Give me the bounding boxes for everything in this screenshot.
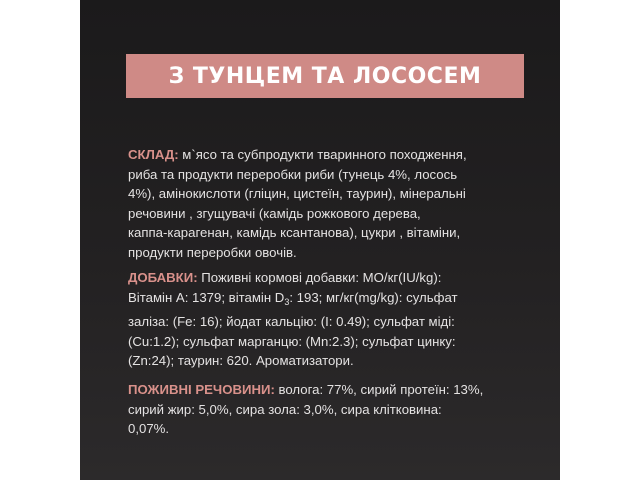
composition-line: каппа-карагенан, камідь ксантанова), цукри , вітаміни, xyxy=(128,225,461,240)
additives-line xyxy=(128,288,528,313)
composition-line: речовини , згущувачі (камідь рожкового дерева, xyxy=(128,205,421,221)
composition-line: продукти переробки овочів. xyxy=(128,244,297,260)
nutrients-heading: ПОЖИВНІ РЕЧОВИНИ: xyxy=(128,382,275,397)
additives-heading: ДОБАВКИ: xyxy=(128,270,198,285)
composition-line xyxy=(128,145,528,165)
nutrients-section xyxy=(128,380,528,439)
vitamin-text: Вітамін А: 1379; вітамін D xyxy=(128,289,285,305)
nutrients-line xyxy=(128,380,528,400)
additives-text: Поживні кормові добавки: МО/кг(IU/kg): xyxy=(197,270,442,285)
additives-line: (Cu:1.2); сульфат марганцю: (Mn:2.3); сульфат цинку: xyxy=(128,333,456,349)
vitamin-text-rest: : 193; мг/кг(mg/kg): сульфат xyxy=(289,289,458,305)
title-banner xyxy=(126,54,524,98)
additives-section xyxy=(128,268,528,371)
composition-section xyxy=(128,145,528,262)
composition-line: риба та продукти переробки риби (тунець 4%, лосось xyxy=(128,166,458,182)
additives-line xyxy=(128,268,528,288)
vitamin-subscript: 3 xyxy=(284,296,290,307)
additives-line: (Zn:24); таурин: 620. Ароматизатори. xyxy=(128,353,354,368)
composition-line: 4%), амінокислоти (гліцин, цистеїн, таурин), мінеральні xyxy=(128,186,466,201)
additives-line: заліза: (Fe: 16); йодат кальцію: (I: 0.49); сульфат міді: xyxy=(128,314,455,329)
composition-text: м`ясо та субпродукти тваринного походження, xyxy=(178,147,467,162)
nutrients-text: волога: 77%, сирий протеїн: 13%, xyxy=(274,382,484,397)
product-title: З ТУНЦЕМ ТА ЛОСОСЕМ xyxy=(168,63,482,89)
nutrients-line: 0,07%. xyxy=(128,421,170,436)
composition-heading: СКЛАД: xyxy=(128,147,179,162)
nutrients-line: сирий жир: 5,0%, сира зола: 3,0%, сира клітковина: xyxy=(128,401,442,417)
product-label-panel xyxy=(80,0,560,480)
